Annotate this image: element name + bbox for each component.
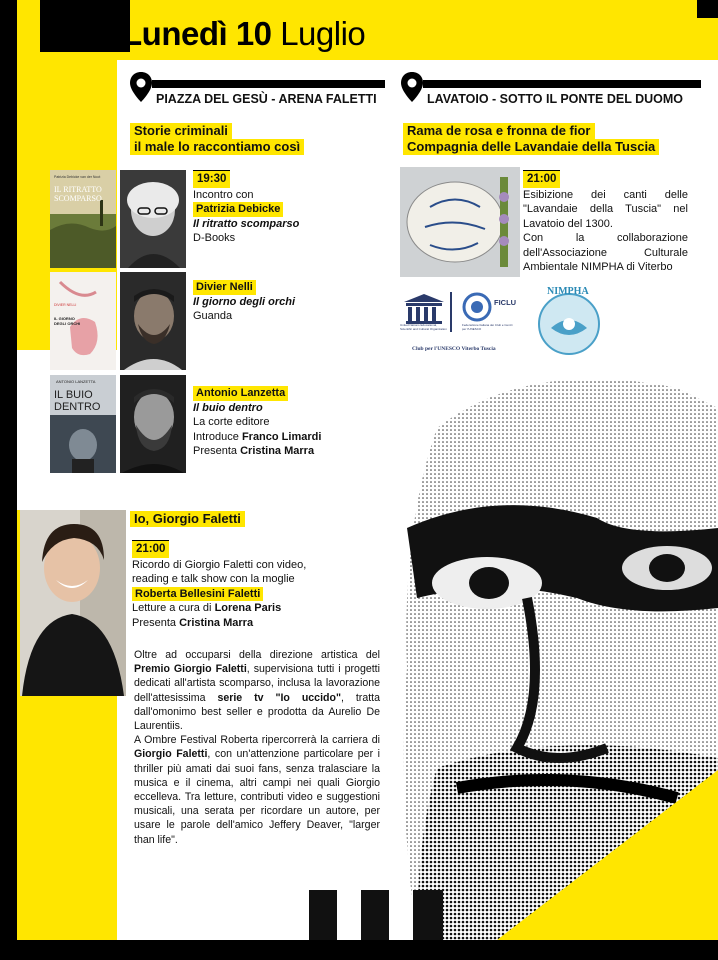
date-month: Luglio [280, 15, 366, 52]
faletti-line: reading e talk show con la moglie [132, 573, 295, 585]
book-title: Il ritratto scomparso [193, 217, 300, 230]
book-cover-il-buio-dentro [50, 375, 116, 473]
author-photo-antonio-lanzetta [120, 375, 186, 473]
author-name: Patrizia Debicke [193, 202, 283, 217]
black-corner-block [40, 0, 130, 52]
event-details [193, 280, 363, 324]
guest-name: Roberta Bellesini Faletti [132, 587, 263, 602]
venue-left [130, 72, 385, 108]
event-collaboration: Con la collaborazione dell'Associazione Culturale Ambientale NIMPHA di Viterbo [523, 232, 688, 273]
cover-title: IL RITRATTO [54, 185, 102, 194]
author-photo-divier-nelli [120, 272, 186, 370]
event-time: 21:00 [523, 170, 560, 188]
map-pin-icon [130, 72, 152, 102]
faletti-line: Ricordo di Giorgio Faletti con video, [132, 558, 307, 571]
black-bars-decoration [309, 890, 489, 940]
author-name: Antonio Lanzetta [193, 386, 288, 401]
paragraph: A Ombre Festival Roberta ripercorrerà la carriera di Giorgio Faletti, con un'attenzione particolare per i thriller più amati dai suoi fans, senza tralasciare la musica e il cinema, altri campi nei quali Giorgio eccelleva. Tra letture, contributi video e suggestioni musicali, una serata per ricordare un autore, per usare le parole dell'amico Jeffery Deaver, "larger than life". [134, 734, 381, 846]
introduce-name: Franco Limardi [241, 430, 322, 443]
event-details [193, 386, 368, 459]
venue-right [401, 72, 701, 108]
event-time: 21:00 [132, 540, 169, 558]
section-title-line: Storie criminali [130, 123, 232, 139]
presenta-name: Cristina Marra [240, 445, 315, 457]
paragraph: Oltre ad occuparsi della direzione artistica del Premio Giorgio Faletti, supervisiona tutti i progetti dedicati all'artista scomparso, inclusa la lavorazione dell'attesissima serie tv "Io uccido", tratta dall'omonimo best seller e prodotta da Aurelio De Laurentiis. [134, 649, 380, 733]
ficlu-label: FICLU [494, 298, 517, 307]
section-title-right [403, 123, 659, 155]
event-description: Esibizione dei canti delle "Lavandaie della Tuscia" nel Lavatoio del 1300. [523, 188, 688, 230]
book-title: Il giorno degli orchi [193, 295, 296, 308]
club-caption: Club per l'UNESCO Viterbo Tuscia [412, 346, 496, 352]
cover-title: DENTRO [54, 401, 101, 413]
venue-label: PIAZZA DEL GESÙ - ARENA FALETTI [156, 92, 377, 106]
cover-author: ANTONIO LANZETTA [56, 379, 96, 384]
yellow-accent-shape [497, 770, 718, 940]
cover-author: DIVIER NELLI [54, 303, 77, 307]
map-pin-icon [401, 72, 423, 102]
publisher: Guanda [193, 310, 233, 322]
cover-author: Patrizia Debicke van der Noot [54, 175, 101, 179]
event-details [193, 170, 363, 246]
nimpha-label: NIMPHA [547, 286, 589, 297]
cover-title: DEGLI ORCHI [54, 321, 81, 326]
cover-title: SCOMPARSO [54, 194, 102, 203]
faletti-event-details [132, 540, 382, 630]
venue-bar [423, 80, 701, 88]
nimpha-logo [529, 282, 609, 362]
introduce-label: Introduce [193, 430, 239, 443]
cover-title: IL GIORNO [54, 316, 75, 321]
cover-title: IL BUIO [54, 389, 93, 401]
unesco-caption: United Nations Educational, Scientific and Cultural Organization [400, 323, 447, 331]
venue-label: LAVATOIO - SOTTO IL PONTE DEL DUOMO [427, 92, 684, 106]
ficlu-caption: Federazione Italiana dei Club e Centri per l'UNESCO [462, 323, 513, 331]
faletti-section-title: Io, Giorgio Faletti [130, 511, 245, 527]
black-corner-block-right [697, 0, 718, 18]
event-time: 19:30 [193, 170, 230, 188]
faletti-description [134, 648, 380, 847]
ficlu-globe-icon [462, 292, 492, 322]
author-photo-patrizia-debicke [120, 170, 186, 268]
publisher: La corte editore [193, 416, 270, 428]
section-title-line: Rama de rosa e fronna de fior [403, 123, 595, 139]
date-day: Lunedì 10 [122, 15, 272, 52]
presenta-name: Cristina Marra [179, 616, 254, 629]
photo-roberta-bellesini [20, 510, 126, 696]
publisher: D-Books [193, 232, 236, 244]
event-intro: Incontro con [193, 188, 254, 201]
flyer-page [17, 0, 718, 940]
readings-name: Lorena Paris [214, 602, 282, 614]
readings-label: Letture a cura di [132, 602, 212, 614]
lavandaie-plaque-image [400, 167, 520, 277]
section-title-left [130, 123, 304, 155]
author-name: Divier Nelli [193, 280, 256, 295]
section-title-line: Compagnia delle Lavandaie della Tuscia [403, 139, 659, 155]
book-title: Il buio dentro [193, 401, 263, 414]
book-cover-il-ritratto-scomparso [50, 170, 116, 268]
presenta-label: Presenta [193, 445, 238, 457]
unesco-club-logo [400, 290, 528, 358]
lavandaie-details [523, 170, 688, 275]
venue-bar [152, 80, 385, 88]
presenta-label: Presenta [132, 616, 177, 629]
book-cover-il-giorno-degli-orchi [50, 272, 116, 370]
section-title-line: il male lo raccontiamo così [130, 139, 304, 155]
page-title [122, 14, 365, 54]
